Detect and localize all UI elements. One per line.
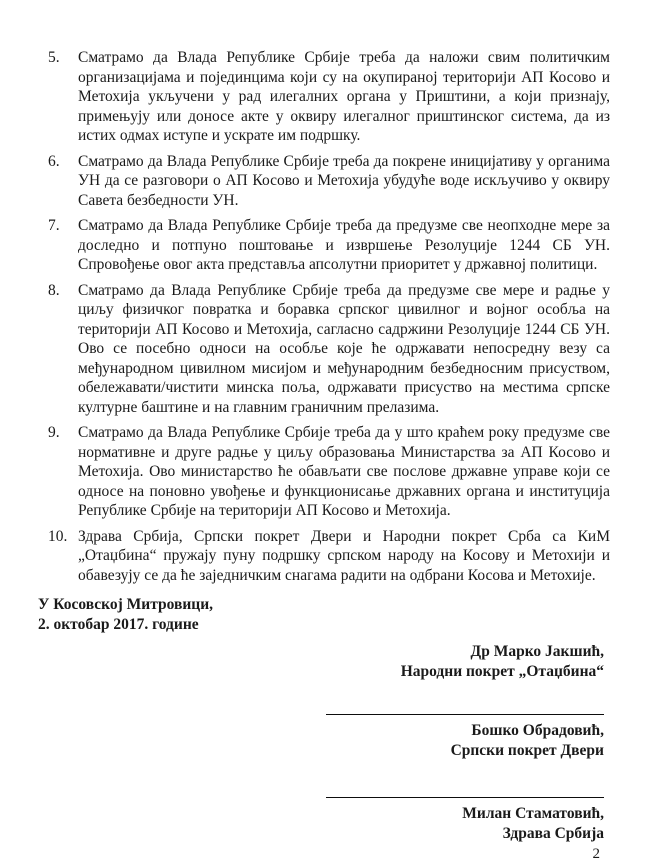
list-item-6	[38, 152, 610, 211]
signature-line	[326, 714, 604, 715]
list-item-text: Сматрамо да Влада Републике Србије треба да наложи свим политичким организацијама и појединцима који су на окупираној територији АП Косово и Метохија укључени у рад илегалних органа у Приштини, а који признају, примењују или доносе акте у оквиру илегалног приштинског система, да из истих одмах иступе и ускрате им подршку.	[78, 49, 610, 144]
list-item-text: Сматрамо да Влада Републике Србије треба да покрене иницијативу у органима УН да се разговори о АП Косово и Метохија убудуће воде искључиво у оквиру Савета безбедности УН.	[78, 152, 610, 209]
signature-block-jaksic	[38, 642, 604, 681]
list-item-text: Сматрамо да Влада Републике Србије треба да у што краћем року предузме све нормативне и друге радње у циљу образовања Министарства за АП Косово и Метохија. Ово министарство ће обављати све послове државне управе који се односе на поновно увођење и функционисање државних органа и институција Републике Србије на територији АП Косово и Метохија.	[78, 424, 610, 519]
list-item-text: Сматрамо да Влада Републике Србије треба да предузме све неопходне мере за доследно и потпуно поштовање и извршење Резолуције 1244 СБ УН. Спровођење овог акта представља апсолутни приоритет у државној политици.	[78, 217, 610, 273]
list-number: 5.	[48, 49, 60, 66]
signature-line	[326, 797, 604, 798]
numbered-list	[38, 48, 610, 585]
list-number: 7.	[48, 217, 60, 234]
signature-block-obradovic	[38, 721, 604, 760]
list-item-5	[38, 48, 610, 146]
list-item-7	[38, 216, 610, 275]
signature-block-stamatovic	[38, 804, 604, 843]
list-item-9	[38, 423, 610, 521]
signature-name: Др Марко Јакшић,	[470, 643, 604, 660]
date-line: 2. октобар 2017. године	[38, 615, 199, 633]
list-number: 6.	[48, 152, 60, 170]
list-item-text: Сматрамо да Влада Републике Србије треба да предузме све мере и радње у циљу физичког повратка и боравка српског цивилног и војног особља на територији АП Косово и Метохија, сагласно садржини Резолуције 1244 СБ УН. Ово се посебно односи на особље које ће одржавати непосредну везу са међународном цивилном мисијом и међународним безбедносним присуством, обележавати/чистити минска поља, одржавати присуство на местима српске културне баштине и на главним граничним прелазима.	[78, 281, 610, 416]
list-item-10	[38, 527, 610, 586]
place-line: У Косовској Митровици,	[38, 596, 214, 613]
signature-section	[38, 642, 604, 843]
signature-org: Српски покрет Двери	[450, 741, 604, 759]
page-number: 2	[592, 846, 600, 862]
signature-name: Милан Стаматовић,	[462, 805, 604, 822]
list-number: 10.	[48, 527, 68, 545]
list-item-text: Здрава Србија, Српски покрет Двери и Народни покрет Срба са КиМ „Отаџбина“ пружају пуну подршку српском народу на Косову и Метохији и обавезују се да ће заједничким снагама радити на одбрани Косова и Метохије.	[78, 527, 610, 584]
list-number: 9.	[48, 424, 60, 441]
signature-org: Народни покрет „Отаџбина“	[400, 662, 604, 680]
list-number: 8.	[48, 281, 60, 299]
list-item-8	[38, 281, 610, 418]
signature-org: Здрава Србија	[502, 824, 604, 842]
place-date-block	[38, 595, 610, 634]
signature-name: Бошко Обрадовић,	[471, 722, 604, 739]
